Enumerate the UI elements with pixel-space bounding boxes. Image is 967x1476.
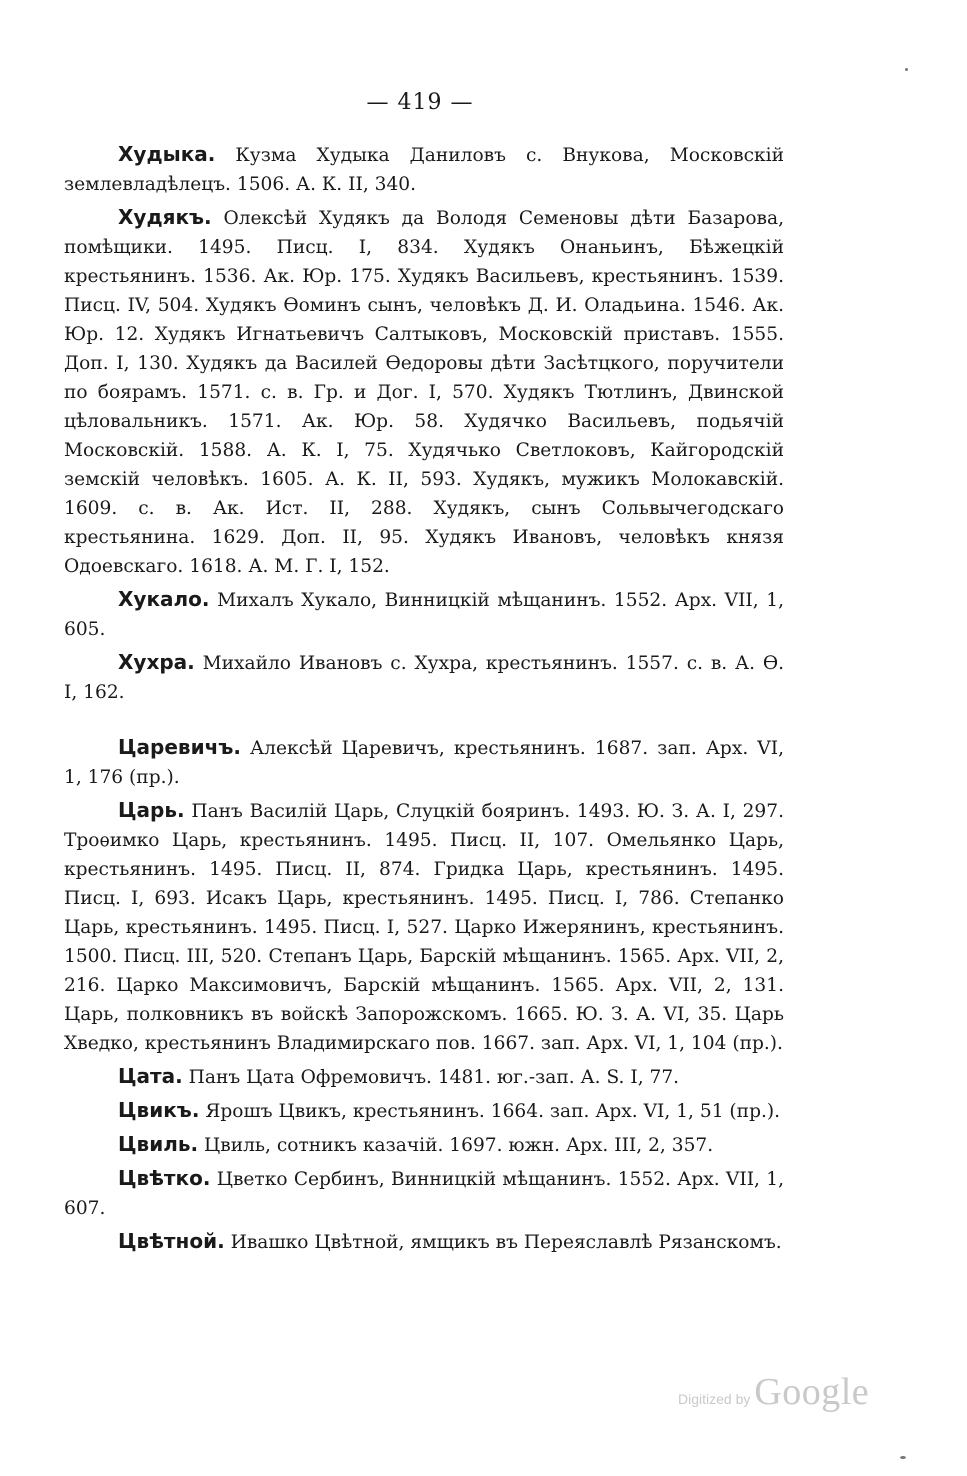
entry-text: Ивашко Цвѣтной, ямщикъ въ Переяславлѣ Рязанскомъ. bbox=[224, 1232, 782, 1253]
headword: Худыка. bbox=[118, 142, 216, 166]
entry-text: Олексѣй Худякъ да Володя Семеновы дѣти Базарова, помѣщики. 1495. Писц. I, 834. Худякъ Онаньинъ, Бѣжецкій крестьянинъ. 1536. Ак. Юр. 175. Худякъ Васильевъ, крестьянинъ. 1539. Писц. IV, 504. Худякъ Ѳоминъ сынъ, человѣкъ Д. И. Оладьина. 1546. Ак. Юр. 12. Худякъ Игнатьевичъ Салтыковъ, Московскій приставъ. 1555. Доп. I, 130. Худякъ да Василей Ѳедоровы дѣти Засѣтцкого, поручители по боярамъ. 1571. с. в. Гр. и Дог. I, 570. Худякъ Тютлинъ, Двинской цѣловальникъ. 1571. Ак. Юр. 58. Худячко Васильевъ, подьячій Московскій. 1588. А. К. I, 75. Худячько Светлоковъ, Кайгородскій земскій человѣкъ. 1605. А. К. II, 593. Худякъ, мужикъ Молокавскій. 1609. с. в. Ак. Ист. II, 288. Худякъ, сынъ Сольвычегодскаго крестьянина. 1629. Доп. II, 95. Худякъ Ивановъ, человѣкъ князя Одоевскаго. 1618. А. М. Г. I, 152. bbox=[64, 208, 784, 577]
digitized-watermark bbox=[678, 1370, 869, 1414]
entry-tsarevich bbox=[64, 733, 784, 792]
entry-khukalo bbox=[64, 585, 784, 644]
entry-text: Цветко Сербинъ, Винницкій мѣщанинъ. 1552. Арх. VII, 1, 607. bbox=[64, 1169, 784, 1219]
entry-tsvetko bbox=[64, 1164, 784, 1223]
entry-text: Кузма Худыка Даниловъ с. Внукова, Московскій землевладѣлецъ. 1506. А. К. II, 340. bbox=[64, 145, 784, 195]
headword: Царь. bbox=[118, 798, 185, 822]
entry-text: Михалъ Хукало, Винницкій мѣщанинъ. 1552. Арх. VII, 1, 605. bbox=[64, 590, 784, 640]
headword: Цата. bbox=[118, 1064, 183, 1088]
entry-tsvil bbox=[64, 1130, 784, 1160]
watermark-prefix: Digitized by bbox=[678, 1391, 755, 1407]
entry-tsvetnoy bbox=[64, 1227, 784, 1257]
entry-text: Алексѣй Царевичъ, крестьянинъ. 1687. зап. Арх. VI, 1, 176 (пр.). bbox=[64, 738, 784, 788]
scan-speck bbox=[905, 68, 908, 71]
scan-speck bbox=[900, 1456, 906, 1459]
entry-khudyka bbox=[64, 140, 784, 199]
headword: Худякъ. bbox=[118, 205, 212, 229]
headword: Царевичъ. bbox=[118, 735, 241, 759]
entry-text: Ярошъ Цвикъ, крестьянинъ. 1664. зап. Арх. VI, 1, 51 (пр.). bbox=[199, 1101, 781, 1122]
entry-text: Панъ Цата Офремовичъ. 1481. юг.-зап. А. S. I, 77. bbox=[182, 1067, 680, 1088]
entry-tsar bbox=[64, 796, 784, 1058]
headword: Цвѣтко. bbox=[118, 1166, 211, 1190]
entry-tsata bbox=[64, 1062, 784, 1092]
entry-khudyak bbox=[64, 203, 784, 581]
entry-text: Михайло Ивановъ с. Хухра, крестьянинъ. 1557. с. в. А. Ѳ. I, 162. bbox=[64, 653, 784, 703]
page-number: — 419 — bbox=[366, 90, 474, 115]
entry-text: Цвиль, сотникъ казачій. 1697. южн. Арх. III, 2, 357. bbox=[198, 1135, 714, 1156]
headword: Цвикъ. bbox=[118, 1098, 200, 1122]
watermark-logo: Google bbox=[754, 1371, 870, 1413]
headword: Хукало. bbox=[118, 587, 210, 611]
dictionary-text bbox=[64, 140, 784, 1261]
headword: Цвиль. bbox=[118, 1132, 199, 1156]
headword: Цвѣтной. bbox=[118, 1229, 225, 1253]
entry-text: Панъ Василій Царь, Слуцкій бояринъ. 1493. Ю. З. А. I, 297. Троѳимко Царь, крестьянинъ. 1495. Писц. II, 107. Омельянко Царь, крестьянинъ. 1495. Писц. II, 874. Гридка Царь, крестьянинъ. 1495. Писц. I, 693. Исакъ Царь, крестьянинъ. 1495. Писц. I, 786. Степанко Царь, крестьянинъ. 1495. Писц. I, 527. Царко Ижерянинъ, крестьянинъ. 1500. Писц. III, 520. Степанъ Царь, Барскій мѣщанинъ. 1565. Арх. VII, 2, 216. Царко Максимовичъ, Барскій мѣщанинъ. 1565. Арх. VII, 2, 131. Царь, полковникъ въ войскѣ Запорожскомъ. 1665. Ю. З. А. VI, 35. Царь Хведко, крестьянинъ Владимирскаго пов. 1667. зап. Арх. VI, 1, 104 (пр.). bbox=[64, 801, 784, 1054]
entry-tsvik bbox=[64, 1096, 784, 1126]
entry-khukhra bbox=[64, 648, 784, 707]
headword: Хухра. bbox=[118, 650, 195, 674]
